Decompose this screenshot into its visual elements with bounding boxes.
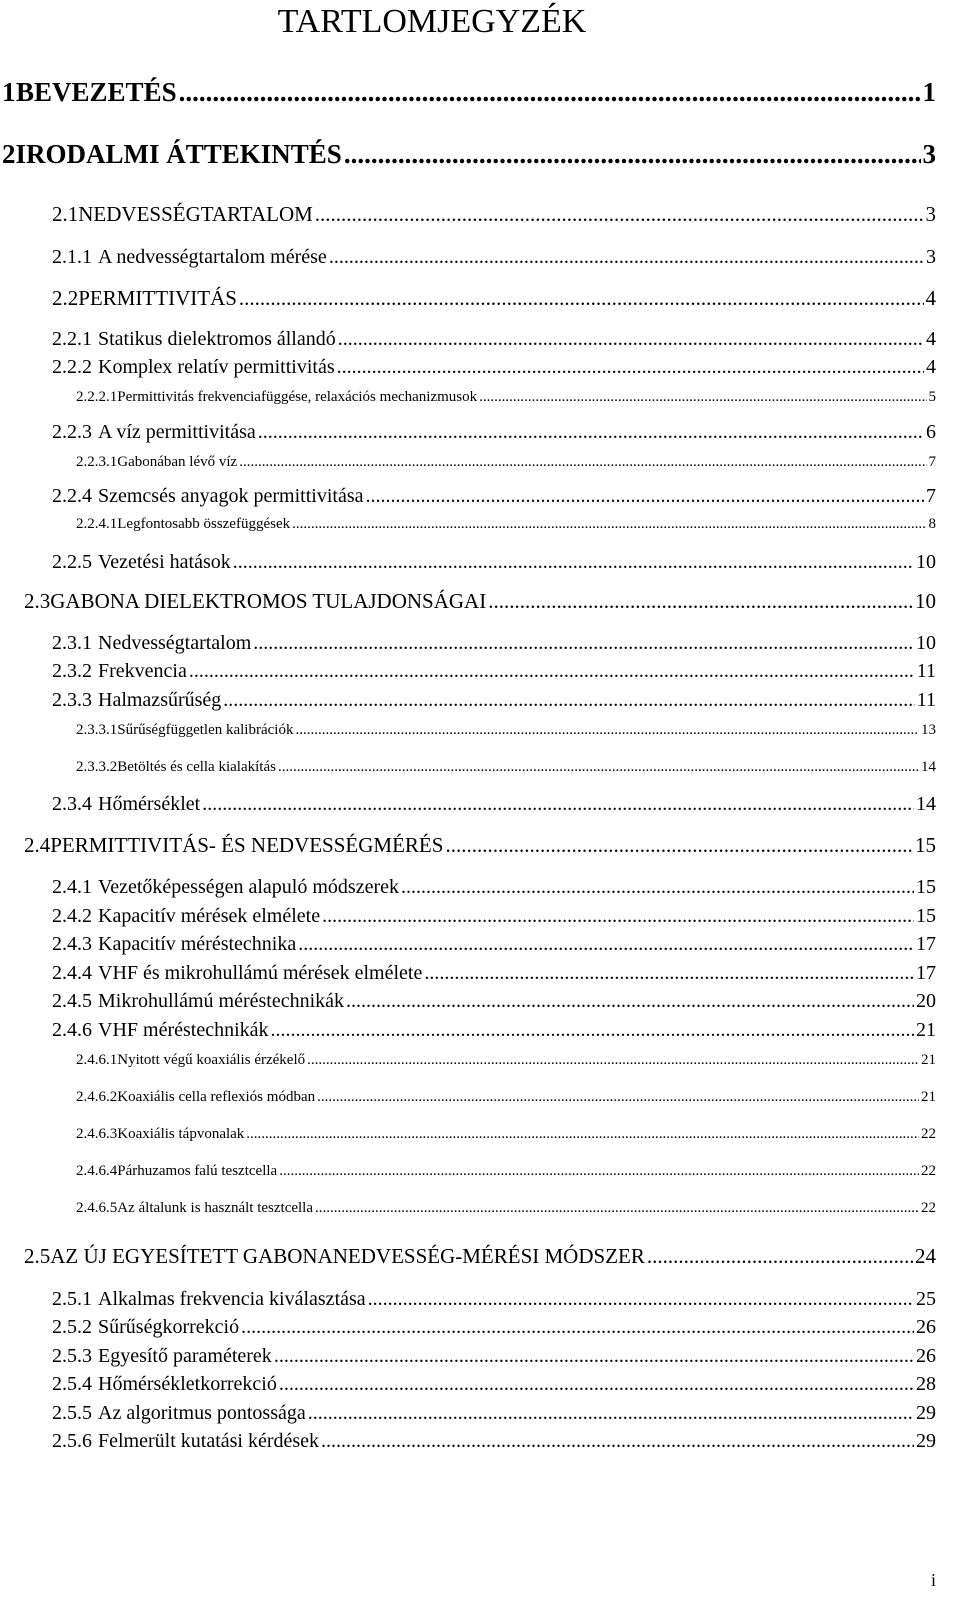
toc-entry-label: Gabonában lévő víz — [117, 454, 238, 470]
toc-entry[interactable] — [52, 202, 936, 227]
toc-entry-label: Sűrűségkorrekció — [98, 1316, 240, 1338]
toc-entry[interactable] — [24, 833, 936, 858]
toc-entry-label: Halmazsűrűség — [98, 689, 222, 711]
toc-entry[interactable] — [76, 1051, 936, 1070]
toc-entry-number: 2.5.3 — [52, 1345, 92, 1367]
toc-entry-page: 3 — [925, 202, 936, 226]
toc-entry-number: 2.5.5 — [52, 1402, 92, 1424]
toc-entry-page: 22 — [921, 1126, 936, 1142]
toc-entry-label: PERMITTIVITÁS — [78, 286, 237, 310]
toc-entry-page: 15 — [915, 833, 936, 857]
toc-entry-page: 7 — [926, 485, 936, 507]
toc-entry-label: VHF és mikrohullámú mérések elmélete — [98, 962, 423, 984]
toc-entry-label: Permittivitás frekvenciafüggése, relaxációs mechanizmusok — [117, 389, 478, 405]
toc-entry-label: Nedvességtartalom — [98, 632, 252, 654]
toc-entry-number: 2.3.3 — [52, 689, 92, 711]
toc-entry-label: Komplex relatív permittivitás — [98, 356, 335, 378]
toc-dot-leader — [337, 355, 924, 379]
toc-entry-page: 29 — [916, 1430, 936, 1452]
toc-entry[interactable] — [24, 1244, 936, 1269]
toc-entry-number: 2.4.6 — [52, 1019, 92, 1041]
toc-entry[interactable] — [76, 515, 936, 534]
toc-entry-page: 3 — [922, 139, 936, 169]
toc-dot-leader — [647, 1244, 913, 1269]
toc-entry[interactable] — [2, 77, 936, 108]
toc-entry-page: 14 — [921, 759, 936, 775]
toc-entry-number: 2.1 — [52, 202, 79, 226]
toc-dot-leader — [274, 1344, 914, 1368]
toc-entry-label: BEVEZETÉS — [16, 77, 177, 107]
page-number: i — [930, 1570, 936, 1590]
toc-entry-number: 2.2.3.1 — [76, 454, 118, 470]
toc-entry-label: Felmerült kutatási kérdések — [98, 1430, 320, 1452]
toc-entry-page: 5 — [928, 389, 936, 405]
toc-entry-number: 2.4.6.5 — [76, 1200, 118, 1216]
toc-entry[interactable] — [52, 327, 936, 351]
toc-entry-number: 2.5.2 — [52, 1316, 92, 1338]
toc-dot-leader — [295, 721, 919, 740]
toc-entry-label: AZ ÚJ EGYESÍTETT GABONANEDVESSÉG-MÉRÉSI MÓDSZER — [50, 1244, 645, 1268]
toc-entry[interactable] — [52, 1344, 936, 1368]
toc-entry-label: Sűrűségfüggetlen kalibrációk — [117, 722, 294, 738]
toc-dot-leader — [258, 420, 924, 444]
toc-entry-number: 2.4.3 — [52, 933, 92, 955]
toc-entry-number: 2.5.4 — [52, 1373, 92, 1395]
toc-entry-label: Betöltés és cella kialakítás — [117, 759, 276, 775]
toc-entry[interactable] — [76, 453, 936, 472]
toc-entry-label: Kapacitív mérések elmélete — [98, 905, 321, 927]
toc-dot-leader — [317, 1088, 919, 1107]
toc-entry-number: 2.5.6 — [52, 1430, 92, 1452]
toc-dot-leader — [488, 589, 913, 614]
toc-dot-leader — [189, 659, 915, 683]
toc-entry[interactable] — [76, 1199, 936, 1218]
toc-entry[interactable] — [52, 550, 936, 574]
toc-dot-leader — [239, 286, 924, 311]
toc-entry-page: 10 — [916, 551, 936, 573]
toc-entry-number: 2.4.6.2 — [76, 1089, 118, 1105]
toc-entry[interactable] — [76, 721, 936, 740]
toc-entry[interactable] — [52, 420, 936, 444]
toc-entry[interactable] — [52, 904, 936, 928]
toc-dot-leader — [344, 139, 921, 170]
toc-dot-leader — [271, 1018, 914, 1042]
toc-entry[interactable] — [52, 631, 936, 655]
toc-entry[interactable] — [52, 1429, 936, 1453]
toc-entry-label: Az algoritmus pontossága — [98, 1402, 306, 1424]
toc-entry[interactable] — [52, 1315, 936, 1339]
toc-entry-number: 2.4.4 — [52, 962, 92, 984]
toc-entry-label: Koaxiális tápvonalak — [117, 1126, 245, 1142]
toc-dot-leader — [321, 1429, 914, 1453]
toc-entry-label: Az általunk is használt tesztcella — [117, 1200, 314, 1216]
toc-dot-leader — [368, 1287, 914, 1311]
toc-entry[interactable] — [76, 388, 936, 407]
toc-dot-leader — [365, 484, 924, 508]
toc-entry-number: 2.2.2 — [52, 356, 92, 378]
toc-entry-number: 2.4.6.4 — [76, 1163, 118, 1179]
toc-entry-label: A nedvességtartalom mérése — [98, 246, 327, 268]
page-title: TARTLOMJEGYZÉK — [277, 3, 587, 40]
toc-dot-leader — [298, 932, 914, 956]
toc-entry-page: 6 — [926, 421, 936, 443]
toc-dot-leader — [253, 631, 914, 655]
toc-entry-number: 2.3.1 — [52, 632, 92, 654]
toc-entry-page: 26 — [916, 1316, 936, 1338]
toc-entry-page: 11 — [916, 689, 936, 711]
toc-entry-label: Egyesítő paraméterek — [98, 1345, 272, 1367]
toc-entry-number: 2 — [2, 139, 16, 169]
toc-dot-leader — [223, 688, 914, 712]
toc-dot-leader — [329, 245, 924, 269]
toc-entry[interactable] — [52, 961, 936, 985]
toc-entry-page: 28 — [916, 1373, 936, 1395]
toc-entry[interactable] — [52, 355, 936, 379]
toc-entry-page: 4 — [925, 286, 936, 310]
toc-entry-label: PERMITTIVITÁS- ÉS NEDVESSÉGMÉRÉS — [50, 833, 444, 857]
toc-entry[interactable] — [76, 1088, 936, 1107]
toc-entry[interactable] — [52, 932, 936, 956]
toc-entry[interactable] — [52, 1401, 936, 1425]
toc-entry-page: 4 — [926, 356, 936, 378]
toc-entry[interactable] — [52, 1372, 936, 1396]
toc-entry-number: 2.3.3.1 — [76, 722, 118, 738]
toc-entry-label: Hőmérsékletkorrekció — [98, 1373, 277, 1395]
toc-dot-leader — [346, 989, 914, 1013]
toc-entry-number: 2.1.1 — [52, 246, 92, 268]
toc-entry-number: 2.2.4 — [52, 485, 92, 507]
toc-dot-leader — [401, 875, 914, 899]
toc-entry-label: NEDVESSÉGTARTALOM — [78, 202, 313, 226]
toc-entry-number: 2.4.6.3 — [76, 1126, 118, 1142]
toc-entry-number: 2.3.3.2 — [76, 759, 118, 775]
toc-entry-page: 22 — [921, 1163, 936, 1179]
toc-entry[interactable] — [52, 1287, 936, 1311]
toc-entry-label: IRODALMI ÁTTEKINTÉS — [15, 139, 342, 169]
toc-entry[interactable] — [52, 1018, 936, 1042]
toc-entry-label: Alkalmas frekvencia kiválasztása — [98, 1288, 366, 1310]
toc-entry[interactable] — [52, 245, 936, 269]
toc-entry-page: 1 — [922, 77, 936, 107]
toc-entry-number: 2.4.2 — [52, 905, 92, 927]
toc-dot-leader — [424, 961, 914, 985]
toc-entry-page: 8 — [928, 516, 936, 532]
toc-entry-number: 2.2.2.1 — [76, 389, 118, 405]
toc-entry-page: 10 — [916, 632, 936, 654]
toc-entry-label: A víz permittivitása — [98, 421, 256, 443]
toc-entry[interactable] — [52, 688, 936, 712]
toc-entry-page: 26 — [916, 1345, 936, 1367]
toc-entry-number: 2.5 — [24, 1244, 51, 1268]
toc-entry-label: Vezetési hatások — [98, 551, 231, 573]
toc-dot-leader — [315, 202, 924, 227]
toc-entry[interactable] — [24, 589, 936, 614]
toc-entry-number: 2.3.2 — [52, 660, 92, 682]
toc-entry-label: Frekvencia — [98, 660, 187, 682]
toc-entry-number: 2.2.3 — [52, 421, 92, 443]
toc-entry[interactable] — [76, 1162, 936, 1181]
toc-entry-page: 7 — [928, 454, 936, 470]
toc-dot-leader — [246, 1125, 919, 1144]
toc-entry[interactable] — [52, 659, 936, 683]
toc-dot-leader — [278, 758, 919, 777]
toc-entry-page: 17 — [916, 962, 936, 984]
toc-entry-page: 17 — [916, 933, 936, 955]
toc-entry[interactable] — [52, 989, 936, 1013]
toc-entry-page: 10 — [915, 589, 936, 613]
toc-entry-label: GABONA DIELEKTROMOS TULAJDONSÁGAI — [50, 589, 487, 613]
toc-entry[interactable] — [52, 792, 936, 816]
toc-entry-label: Vezetőképességen alapuló módszerek — [98, 876, 399, 898]
toc-entry-page: 20 — [916, 990, 936, 1012]
toc-entry[interactable] — [52, 484, 936, 508]
toc-dot-leader — [445, 833, 913, 858]
toc-dot-leader — [233, 550, 914, 574]
toc-entry-page: 21 — [921, 1052, 936, 1068]
toc-entry-label: Statikus dielektromos állandó — [98, 328, 336, 350]
toc-entry-label: VHF méréstechnikák — [98, 1019, 269, 1041]
toc-dot-leader — [239, 453, 926, 472]
toc-entry-page: 29 — [916, 1402, 936, 1424]
toc-entry-number: 2.2.1 — [52, 328, 92, 350]
toc-entry-label: Koaxiális cella reflexiós módban — [117, 1089, 316, 1105]
toc-entry-number: 2.2.4.1 — [76, 516, 118, 532]
toc-entry-number: 2.3.4 — [52, 793, 92, 815]
toc-entry[interactable] — [52, 286, 936, 311]
toc-entry-number: 2.3 — [24, 589, 51, 613]
toc-entry-page: 14 — [916, 793, 936, 815]
toc-entry-page: 4 — [926, 328, 936, 350]
toc-dot-leader — [322, 904, 914, 928]
toc-dot-leader — [279, 1162, 919, 1181]
toc-dot-leader — [279, 1372, 914, 1396]
toc-entry-page: 15 — [916, 876, 936, 898]
toc-dot-leader — [479, 388, 926, 407]
toc-entry[interactable] — [76, 758, 936, 777]
toc-entry-label: Kapacitív méréstechnika — [98, 933, 297, 955]
toc-entry-number: 2.5.1 — [52, 1288, 92, 1310]
toc-entry-number: 2.4 — [24, 833, 51, 857]
toc-entry-label: Párhuzamos falú tesztcella — [117, 1163, 278, 1179]
toc-dot-leader — [241, 1315, 914, 1339]
toc-dot-leader — [307, 1051, 919, 1070]
toc-entry-page: 22 — [921, 1200, 936, 1216]
toc-dot-leader — [292, 515, 926, 534]
toc-entry-page: 11 — [916, 660, 936, 682]
toc-entry[interactable] — [52, 875, 936, 899]
toc-entry-page: 24 — [915, 1244, 936, 1268]
toc-entry-number: 2.2.5 — [52, 551, 92, 573]
toc-entry-number: 2.4.6.1 — [76, 1052, 118, 1068]
toc-entry-number: 2.4.5 — [52, 990, 92, 1012]
toc-entry-page: 3 — [926, 246, 936, 268]
toc-entry[interactable] — [76, 1125, 936, 1144]
toc-entry-label: Mikrohullámú méréstechnikák — [98, 990, 345, 1012]
toc-dot-leader — [179, 77, 921, 108]
toc-entry-label: Nyitott végű koaxiális érzékelő — [117, 1052, 306, 1068]
toc-entry-label: Hőmérséklet — [98, 793, 201, 815]
toc-dot-leader — [315, 1199, 919, 1218]
toc-entry-number: 1 — [2, 77, 16, 107]
toc-entry-page: 13 — [921, 722, 936, 738]
toc-dot-leader — [202, 792, 914, 816]
toc-entry-number: 2.2 — [52, 286, 79, 310]
toc-entry-label: Legfontosabb összefüggések — [117, 516, 291, 532]
toc-entry[interactable] — [2, 139, 936, 170]
toc-entry-number: 2.4.1 — [52, 876, 92, 898]
toc-entry-page: 15 — [916, 905, 936, 927]
toc-entry-page: 21 — [921, 1089, 936, 1105]
toc-dot-leader — [308, 1401, 914, 1425]
toc-entry-label: Szemcsés anyagok permittivitása — [98, 485, 364, 507]
toc-dot-leader — [338, 327, 924, 351]
toc-entry-page: 21 — [916, 1019, 936, 1041]
toc-entry-page: 25 — [916, 1288, 936, 1310]
